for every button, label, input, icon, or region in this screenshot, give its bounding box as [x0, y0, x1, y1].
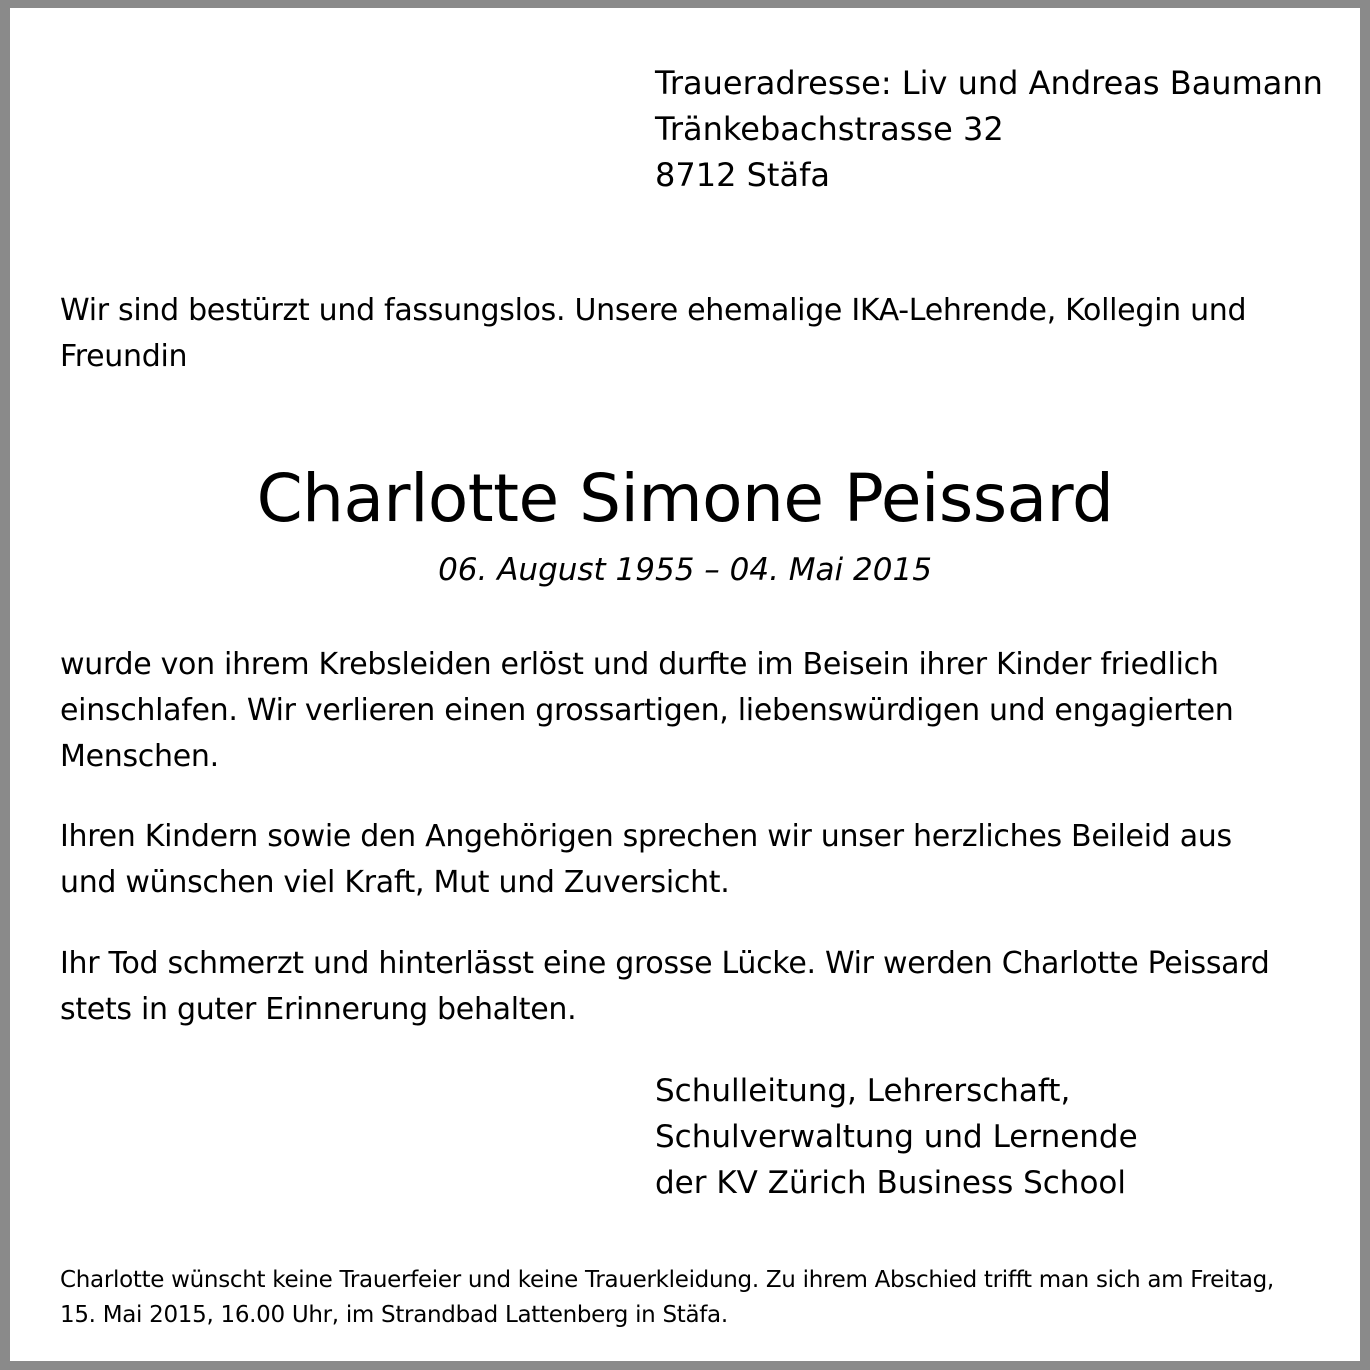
- footer-note: [60, 1263, 1274, 1333]
- paragraph-3-line-1: Ihr Tod schmerzt und hinterlässt eine grosse Lücke. Wir werden Charlotte Peissard: [60, 946, 1270, 981]
- paragraph-2-line-1: Ihren Kindern sowie den Angehörigen sprechen wir unser herzliches Beileid aus: [60, 819, 1232, 854]
- paragraph-1-line-2: einschlafen. Wir verlieren einen grossartigen, liebenswürdigen und engagierten: [60, 693, 1234, 728]
- signature-line-2: Schulverwaltung und Lernende: [655, 1119, 1138, 1155]
- intro-line-2: Freundin: [60, 339, 188, 374]
- intro-paragraph: [60, 288, 1246, 380]
- signature-line-1: Schulleitung, Lehrerschaft,: [655, 1073, 1071, 1109]
- paragraph-2-line-2: und wünschen viel Kraft, Mut und Zuversicht.: [60, 865, 730, 900]
- paragraph-1-line-3: Menschen.: [60, 739, 219, 774]
- mourning-address: [655, 60, 1323, 198]
- life-dates: 06. August 1955 – 04. Mai 2015: [438, 552, 932, 588]
- paragraph-3-line-2: stets in guter Erinnerung behalten.: [60, 992, 577, 1027]
- paragraph-1-line-1: wurde von ihrem Krebsleiden erlöst und durfte im Beisein ihrer Kinder friedlich: [60, 647, 1219, 682]
- address-line-2: Tränkebachstrasse 32: [655, 110, 1004, 148]
- address-line-3: 8712 Stäfa: [655, 156, 830, 194]
- obituary-notice: [10, 8, 1360, 1361]
- paragraph-3: [60, 941, 1270, 1033]
- intro-line-1: Wir sind bestürzt und fassungslos. Unsere ehemalige IKA-Lehrende, Kollegin und: [60, 293, 1247, 328]
- signature-block: [655, 1068, 1138, 1206]
- paragraph-1: [60, 642, 1233, 780]
- address-line-1: Traueradresse: Liv und Andreas Baumann: [655, 64, 1323, 102]
- paragraph-2: [60, 814, 1232, 906]
- footer-line-1: Charlotte wünscht keine Trauerfeier und keine Trauerkleidung. Zu ihrem Abschied trifft man sich am Freitag,: [60, 1267, 1274, 1293]
- footer-line-2: 15. Mai 2015, 16.00 Uhr, im Strandbad Lattenberg in Stäfa.: [60, 1302, 728, 1328]
- deceased-name: Charlotte Simone Peissard: [256, 460, 1114, 537]
- signature-line-3: der KV Zürich Business School: [655, 1165, 1126, 1201]
